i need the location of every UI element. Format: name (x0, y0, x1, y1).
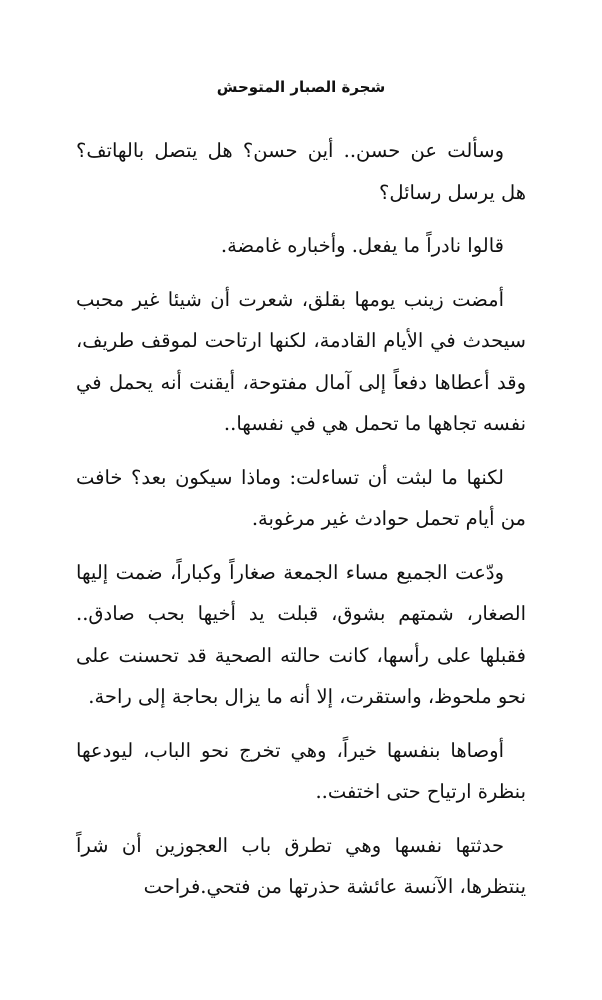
paragraph: حدثتها نفسها وهي تطرق باب العجوزين أن شراً ينتظرها، الآنسة عائشة حذرتها من فتحي.فراحت (76, 833, 526, 898)
paragraph: وسألت عن حسن.. أين حسن؟ هل يتصل بالهاتف؟ هل يرسل رسائل؟ (76, 139, 526, 204)
paragraph: قالوا نادراً ما يفعل. وأخباره غامضة. (220, 234, 504, 257)
paragraph: أوصاها بنفسها خيراً، وهي تخرج نحو الباب، ليودعها بنظرة ارتياح حتى اختفت.. (76, 738, 526, 803)
paragraph: لكنها ما لبثت أن تساءلت: وماذا سيكون بعد؟ خافت من أيام تحمل حوادث غير مرغوبة. (76, 465, 526, 530)
paragraph: ودّعت الجميع مساء الجمعة صغاراً وكباراً، ضمت إليها الصغار، شمتهم بشوق، قبلت يد أخيها بحب صادق.. فقبلها على رأسها، كانت حالته الصحية قد تحسنت على نحو ملحوظ، واستقرت، إلا أنه ما يزال بحاجة إلى راحة. (76, 560, 526, 708)
body-text (76, 130, 526, 920)
running-title: شجرة الصبار المتوحش (216, 78, 386, 96)
paragraph: أمضت زينب يومها بقلق، شعرت أن شيئا غير محبب سيحدث في الأيام القادمة، لكنها ارتاحت لموقف طريف، وقد أعطاها دفعاً إلى آمال مفتوحة، أيقنت أنه يحمل في نفسه تجاهها ما تحمل هي في نفسها.. (76, 287, 526, 435)
